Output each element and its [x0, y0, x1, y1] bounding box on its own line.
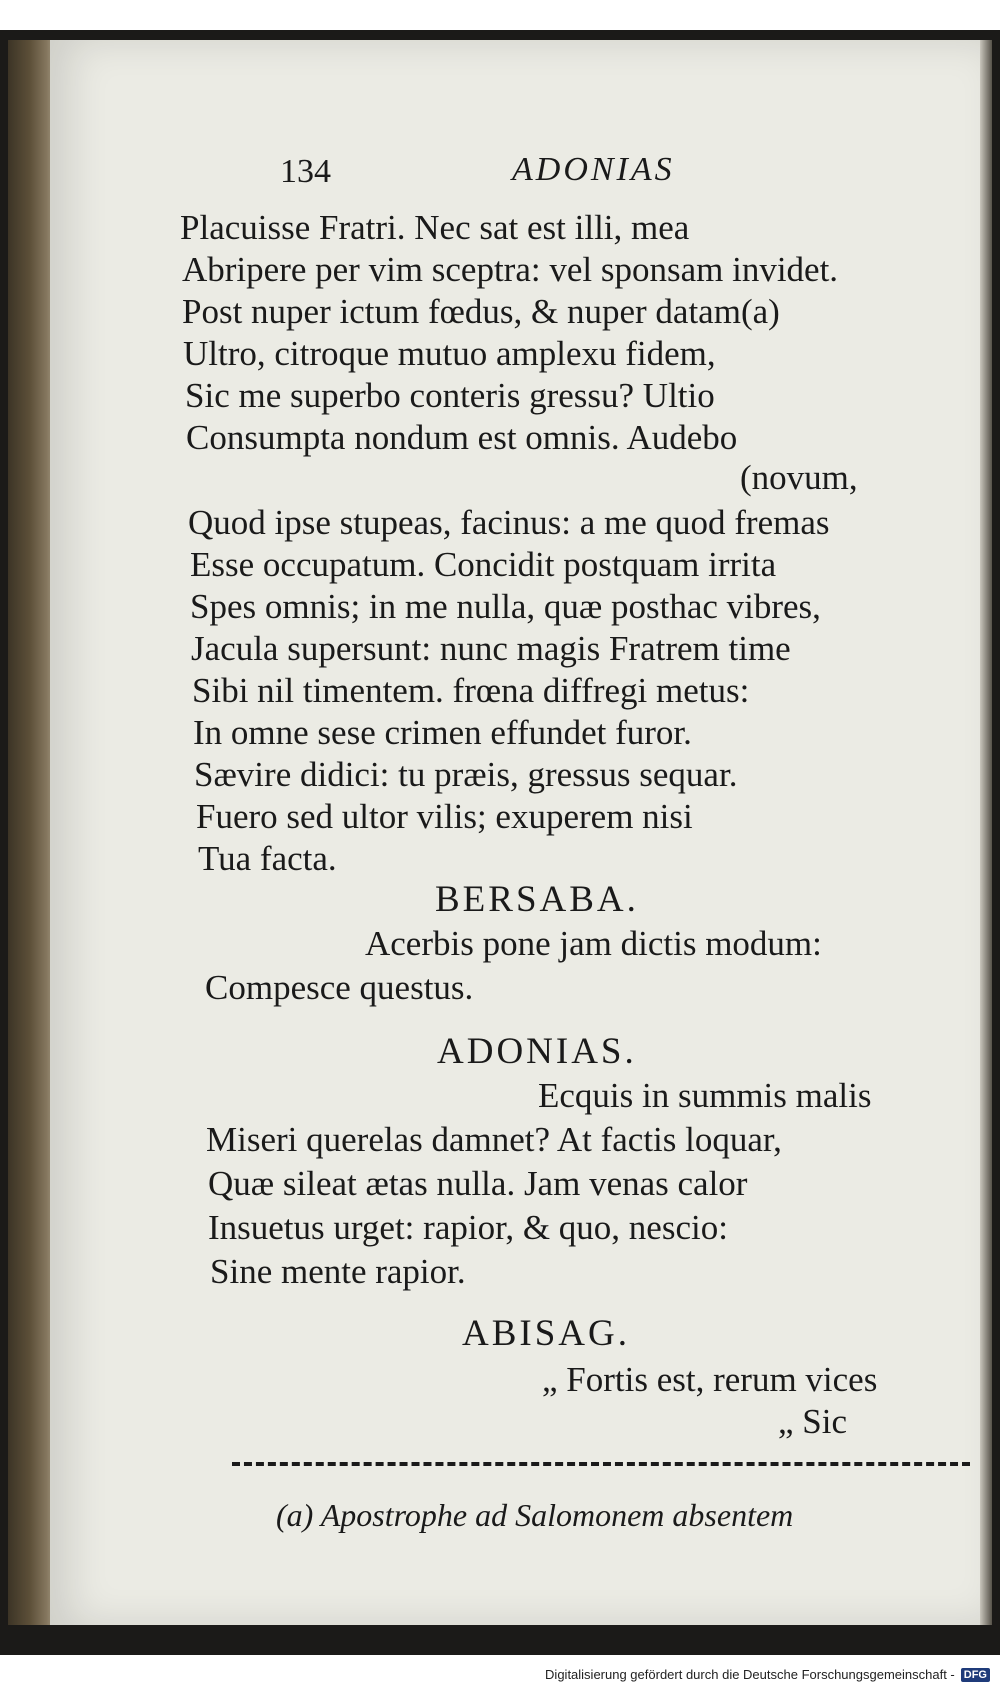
text-line: Ultro, citroque mutuo amplexu fidem,	[183, 334, 716, 373]
text-line: Esse occupatum. Concidit postquam irrita	[190, 545, 777, 584]
text-line: Quæ sileat ætas nulla. Jam venas calor	[208, 1164, 748, 1203]
text-line: Consumpta nondum est omnis. Audebo	[186, 418, 738, 457]
catchword: „ Sic	[778, 1402, 848, 1441]
footnote-rule	[232, 1462, 970, 1466]
text-line: Sævire didici: tu præis, gressus sequar.	[194, 755, 738, 794]
text-line: Compesce questus.	[205, 968, 474, 1007]
footer-credit	[545, 1667, 990, 1682]
text-line: Acerbis pone jam dictis modum:	[365, 924, 822, 963]
scanned-page	[0, 30, 1000, 1655]
speaker-bersaba: BERSABA.	[435, 879, 639, 920]
text-line: Sibi nil timentem. frœna diffregi metus:	[192, 671, 750, 710]
page-leaf	[50, 40, 980, 1625]
text-line: Insuetus urget: rapior, & quo, nescio:	[208, 1208, 728, 1247]
page-edge	[980, 40, 992, 1625]
page-number: 134	[280, 153, 331, 190]
text-line: Quod ipse stupeas, facinus: a me quod fremas	[188, 503, 830, 542]
text-line: Miseri querelas damnet? At factis loquar,	[206, 1120, 782, 1159]
speaker-adonias: ADONIAS.	[437, 1031, 637, 1072]
text-line: Sine mente rapior.	[210, 1252, 466, 1291]
text-line: In omne sese crimen effundet furor.	[193, 713, 692, 752]
text-line: Jacula supersunt: nunc magis Fratrem time	[191, 629, 791, 668]
footnote: (a) Apostrophe ad Salomonem absentem	[276, 1497, 794, 1533]
text-line: Placuisse Fratri. Nec sat est illi, mea	[180, 208, 690, 247]
speaker-abisag: ABISAG.	[462, 1313, 630, 1354]
text-line: Fuero sed ultor vilis; exuperem nisi	[196, 797, 693, 836]
text-line: Abripere per vim sceptra: vel sponsam invidet.	[182, 250, 839, 289]
running-title: ADONIAS	[512, 151, 675, 188]
book-spine	[8, 40, 56, 1625]
text-line: Sic me superbo conteris gressu? Ultio	[185, 376, 715, 415]
text-line: Spes omnis; in me nulla, quæ posthac vibres,	[190, 587, 821, 626]
top-margin	[0, 0, 1000, 30]
text-line: Tua facta.	[198, 839, 337, 878]
text-line: „ Fortis est, rerum vices	[542, 1360, 878, 1399]
text-line: Post nuper ictum fœdus, & nuper datam(a)	[182, 292, 780, 331]
text-line: (novum,	[740, 458, 858, 497]
dfg-logo-icon: DFG	[961, 1668, 990, 1682]
footer-credit-text: Digitalisierung gefördert durch die Deutsche Forschungsgemeinschaft -	[545, 1667, 955, 1682]
text-line: Ecquis in summis malis	[538, 1076, 872, 1115]
